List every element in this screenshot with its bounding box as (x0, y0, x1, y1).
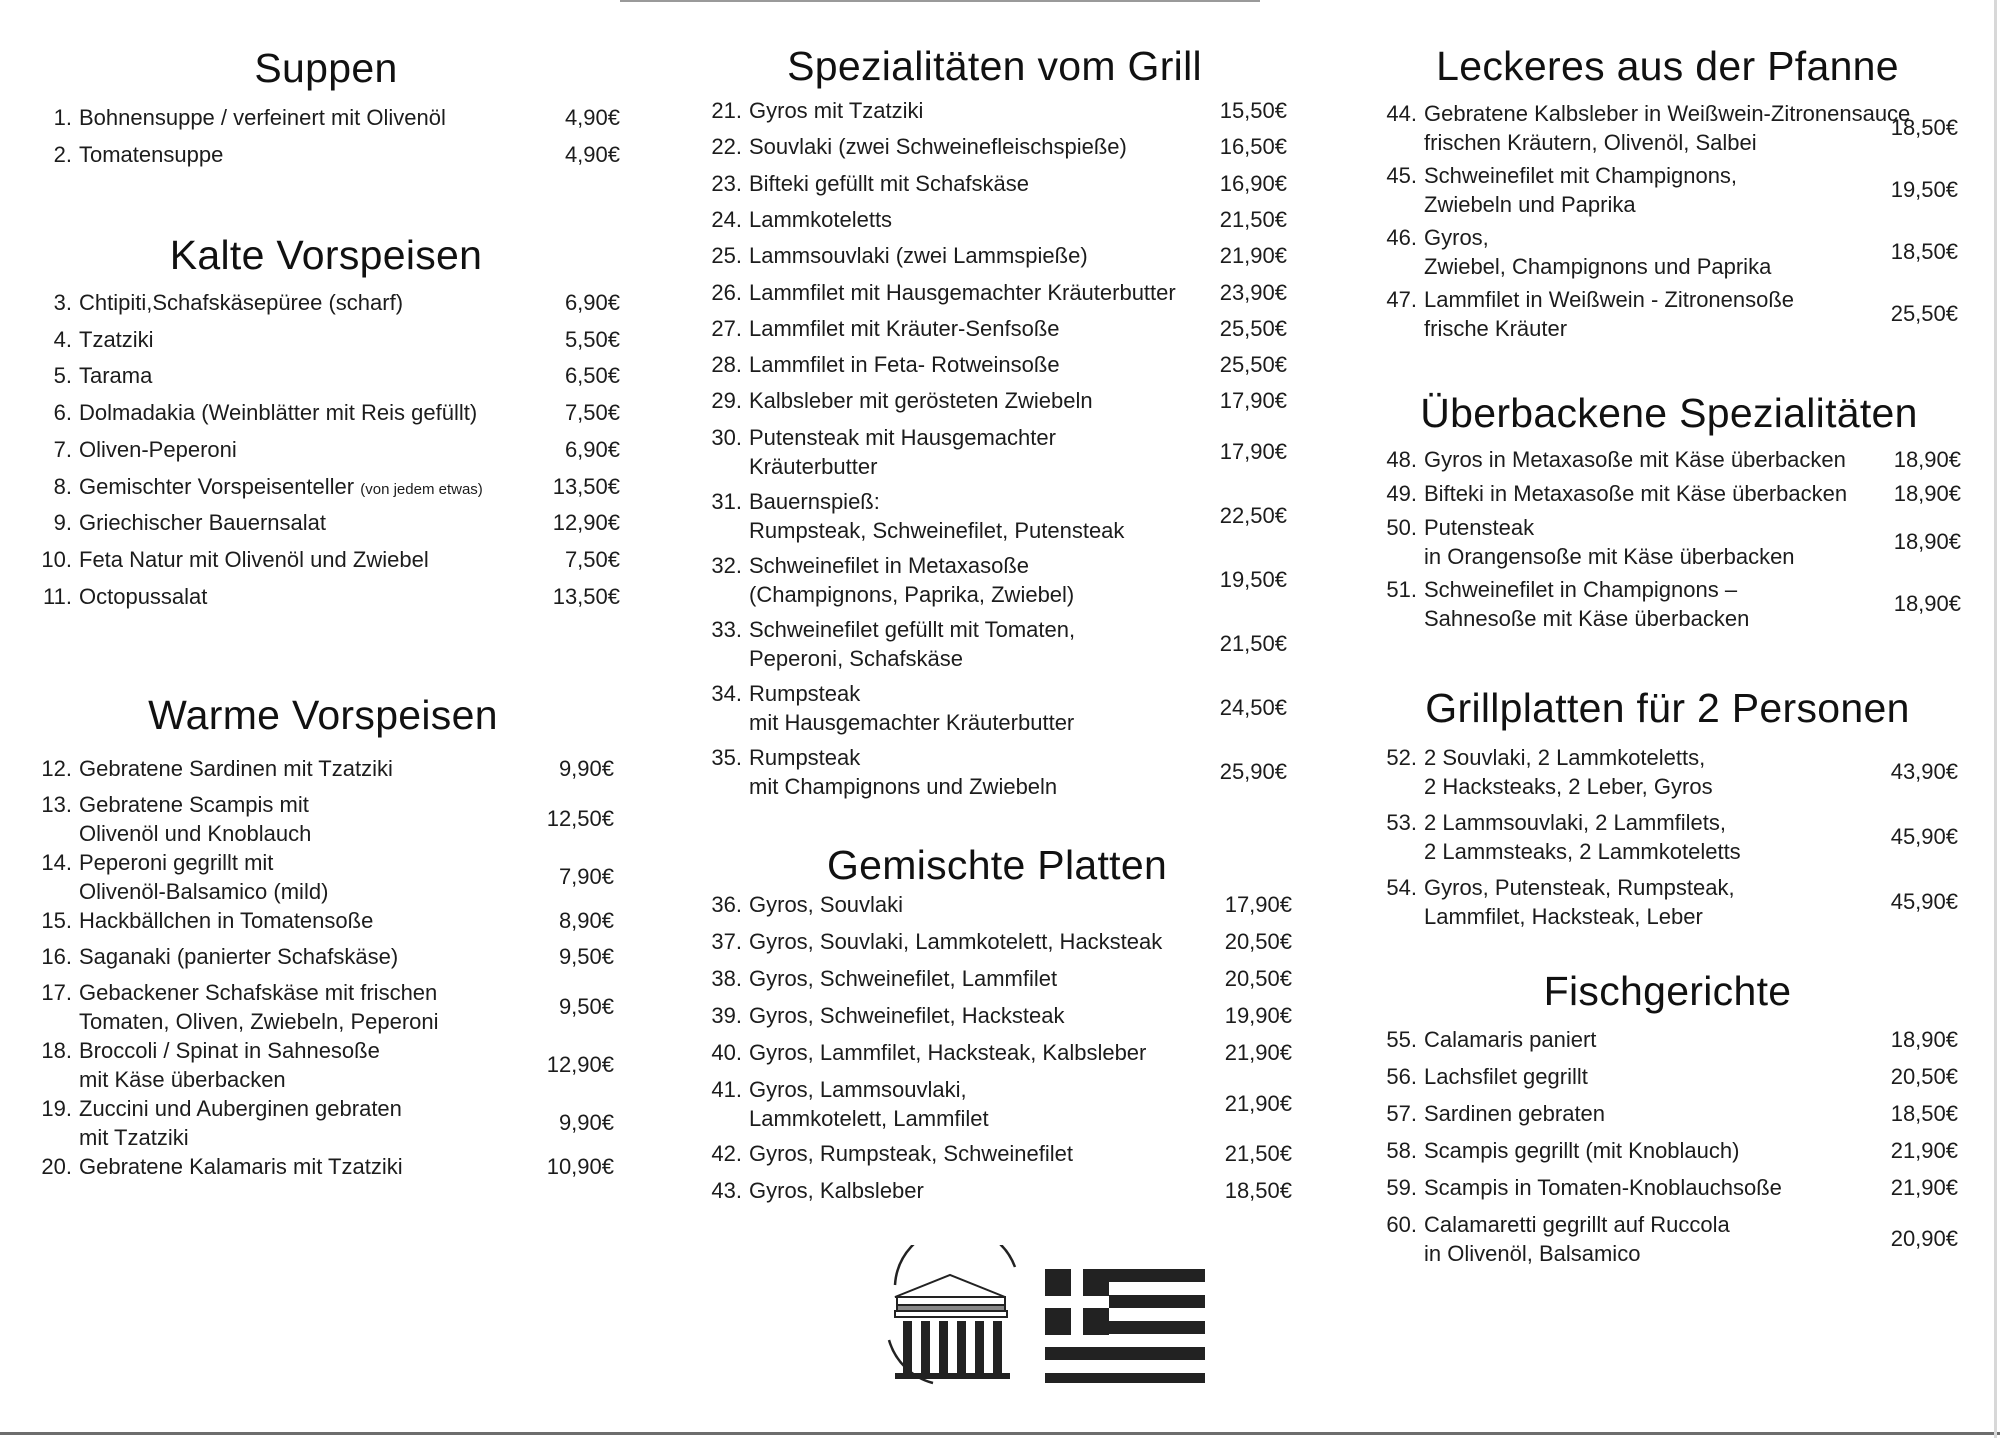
item-number: 33. (711, 616, 742, 642)
item-number: 1. (53, 105, 72, 130)
item-name-line2: 2 Lammsteaks, 2 Lammkoteletts (1424, 839, 1741, 864)
item-name (1424, 161, 1737, 219)
item-name-line1: Gyros, (1424, 225, 1489, 250)
item-name (749, 1001, 1064, 1030)
item-name-line1: Rumpsteak (749, 744, 861, 770)
item-number: 54. (1386, 875, 1417, 900)
item-number: 45. (1386, 163, 1417, 188)
item-price: 19,90€ (1224, 1003, 1292, 1028)
section-pfanne (1377, 43, 1958, 353)
item-name (1424, 479, 1847, 508)
item-price: 7,50€ (564, 546, 620, 572)
item-price: 6,90€ (564, 436, 620, 462)
item-name (79, 1036, 380, 1094)
item-name-line1: Gyros, Lammfilet, Hacksteak, Kalbsleber (749, 1040, 1147, 1065)
item-name (1424, 223, 1771, 281)
item-name-line1: Scampis in Tomaten-Knoblauchsoße (1424, 1175, 1782, 1200)
item-name (1424, 1099, 1605, 1128)
item-price: 10,90€ (546, 1154, 614, 1179)
item-number: 4. (53, 326, 72, 352)
item-price: 12,90€ (552, 510, 620, 536)
item-price: 15,50€ (1219, 98, 1287, 123)
item-name (749, 169, 1029, 198)
item-name (79, 435, 237, 464)
item-price: 5,50€ (564, 326, 620, 352)
item-number: 52. (1386, 745, 1417, 770)
item-name (1424, 873, 1735, 931)
item-name (1424, 808, 1741, 866)
item-name-line1: Schweinefilet in Metaxasoße (749, 552, 1030, 578)
item-name-line1: Feta Natur mit Olivenöl und Zwiebel (79, 546, 429, 572)
item-price: 9,50€ (558, 944, 614, 969)
item-price: 17,90€ (1219, 388, 1287, 414)
item-price: 21,90€ (1890, 1175, 1958, 1200)
item-name-line1: Gyros, Putensteak, Rumpsteak, (1424, 875, 1735, 900)
item-name-line1: Schweinefilet gefüllt mit Tomaten, (749, 616, 1076, 642)
item-name (749, 927, 1162, 956)
item-name-line2: in Orangensoße mit Käse überbacken (1424, 544, 1795, 569)
item-name (79, 140, 223, 169)
item-name-line1: Tarama (79, 363, 153, 389)
item-name (79, 103, 446, 132)
item-name (749, 386, 1093, 415)
item-price: 45,90€ (1890, 889, 1958, 914)
item-number: 39. (711, 1003, 742, 1028)
item-name (79, 1152, 403, 1181)
item-name (1424, 1062, 1588, 1091)
item-name (749, 743, 1057, 801)
item-name-line1: Gebratene Scampis mit (79, 792, 309, 817)
item-name-line2: frischen Kräutern, Olivenöl, Salbei (1424, 130, 1757, 155)
item-number: 22. (711, 134, 742, 160)
item-price: 16,50€ (1219, 134, 1287, 160)
item-price: 18,90€ (1890, 1027, 1958, 1052)
item-name-line1: Gemischter Vorspeisenteller (79, 473, 355, 499)
item-name (749, 964, 1057, 993)
item-price: 17,90€ (1219, 438, 1287, 464)
item-number: 46. (1386, 225, 1417, 250)
item-number: 43. (711, 1178, 742, 1203)
item-name-line2: Zwiebeln und Paprika (1424, 192, 1636, 217)
item-number: 10. (41, 546, 72, 572)
item-price: 21,90€ (1890, 1138, 1958, 1163)
item-name-line2: frische Kräuter (1424, 316, 1568, 341)
item-name-line1: Oliven-Peperoni (79, 436, 237, 462)
item-price: 12,50€ (546, 806, 614, 831)
item-number: 56. (1386, 1064, 1417, 1089)
item-name-line1: Saganaki (panierter Schafskäse) (79, 944, 399, 969)
item-name-line2: mit Käse überbacken (79, 1067, 286, 1092)
section-ueberbacken (1377, 390, 1961, 650)
item-name (1424, 1136, 1739, 1165)
section-title: Gemischte Platten (826, 842, 1168, 888)
item-number: 17. (41, 980, 72, 1005)
item-name (79, 508, 326, 537)
item-name-line1: Lammfilet mit Kräuter-Senfsoße (749, 315, 1060, 341)
item-price: 20,50€ (1224, 966, 1292, 991)
item-number: 8. (53, 473, 72, 499)
right-edge-line (1994, 0, 1997, 1438)
item-name-line2: Peperoni, Schafskäse (749, 645, 964, 671)
item-name-line1: Gyros mit Tzatziki (749, 98, 924, 123)
section-grillplatten (1377, 685, 1958, 935)
item-name-line2: 2 Hacksteaks, 2 Leber, Gyros (1424, 774, 1713, 799)
item-name-line2: in Olivenöl, Balsamico (1424, 1241, 1641, 1266)
item-name-line1: Octopussalat (79, 583, 208, 609)
item-name (79, 582, 207, 611)
item-number: 25. (711, 243, 742, 269)
item-number: 15. (41, 908, 72, 933)
item-name-line1: Scampis gegrillt (mit Knoblauch) (1424, 1138, 1740, 1163)
item-name-line2: Tomaten, Oliven, Zwiebeln, Peperoni (79, 1009, 439, 1034)
item-name-line1: Chtipiti,Schafskäsepüree (scharf) (79, 290, 404, 315)
item-name (1424, 513, 1795, 571)
item-name-line1: Schweinefilet mit Champignons, (1424, 163, 1738, 188)
item-name (749, 487, 1124, 545)
item-name-line1: Dolmadakia (Weinblätter mit Reis gefüllt) (79, 400, 478, 426)
item-name-line1: Rumpsteak (749, 680, 861, 706)
item-name (79, 1094, 402, 1152)
item-name-line1: Lammsouvlaki (zwei Lammspieße) (749, 243, 1088, 269)
item-price: 18,50€ (1224, 1178, 1292, 1203)
item-name-line1: Bifteki in Metaxasoße mit Käse überbacken (1424, 481, 1848, 506)
item-name-line1: Gebratene Sardinen mit Tzatziki (79, 756, 393, 781)
item-number: 60. (1386, 1212, 1417, 1237)
item-name (749, 1038, 1146, 1067)
item-name (749, 615, 1075, 673)
item-name-line2: mit Champignons und Zwiebeln (749, 773, 1058, 799)
item-name-line1: Putensteak (1424, 515, 1535, 540)
item-name (1424, 1025, 1596, 1054)
item-name-line1: Gebratene Kalbsleber in Weißwein-Zitronensauce (1424, 101, 1911, 126)
item-name (749, 1075, 989, 1133)
item-name-line1: Hackbällchen in Tomatensoße (79, 908, 374, 933)
item-name-line1: Gyros in Metaxasoße mit Käse überbacken (1424, 447, 1846, 472)
item-name-line1: Gyros, Schweinefilet, Lammfilet (749, 966, 1058, 991)
item-name-line1: Gyros, Kalbsleber (749, 1178, 924, 1203)
item-name-line1: Calamaris paniert (1424, 1027, 1597, 1052)
item-name-line1: Gyros, Schweinefilet, Hacksteak (749, 1003, 1065, 1028)
item-number: 37. (711, 929, 742, 954)
item-number: 41. (711, 1077, 742, 1102)
item-name-line1: Gyros, Lammsouvlaki, (749, 1077, 967, 1102)
item-name (1424, 1210, 1730, 1268)
item-price: 12,90€ (546, 1052, 614, 1077)
item-name-line1: Calamaretti gegrillt auf Ruccola (1424, 1212, 1730, 1237)
item-price: 20,90€ (1890, 1226, 1958, 1251)
item-price: 6,90€ (564, 290, 620, 315)
item-price: 4,90€ (564, 105, 620, 130)
item-name-line1: Kalbsleber mit gerösteten Zwiebeln (749, 388, 1093, 414)
section-title: Kalte Vorspeisen (169, 232, 483, 278)
item-name (1424, 1173, 1782, 1202)
item-number: 30. (711, 424, 742, 450)
item-number: 2. (53, 142, 72, 167)
item-price: 18,90€ (1893, 481, 1961, 506)
item-number: 6. (53, 400, 72, 426)
item-price: 24,50€ (1219, 694, 1287, 720)
item-number: 34. (711, 680, 742, 706)
item-number: 21. (711, 98, 742, 123)
item-name (749, 890, 903, 919)
item-number: 14. (41, 850, 72, 875)
section-title: Überbackene Spezialitäten (1420, 390, 1918, 436)
item-number: 59. (1386, 1175, 1417, 1200)
item-price: 9,50€ (558, 994, 614, 1019)
item-price: 21,50€ (1219, 630, 1287, 656)
item-price: 19,50€ (1890, 177, 1958, 202)
section-title: Leckeres aus der Pfanne (1436, 43, 1899, 89)
item-price: 18,90€ (1893, 529, 1961, 554)
item-number: 40. (711, 1040, 742, 1065)
item-name (79, 361, 152, 390)
item-price: 43,90€ (1890, 759, 1958, 784)
section-warme-vorspeisen (32, 692, 614, 1252)
item-price: 9,90€ (558, 1110, 614, 1135)
item-price: 18,90€ (1893, 447, 1961, 472)
item-price: 22,50€ (1219, 502, 1287, 528)
item-name (79, 754, 393, 783)
item-name (749, 205, 892, 234)
item-name-line1: Souvlaki (zwei Schweinefleischspieße) (749, 134, 1127, 160)
item-name (749, 1139, 1073, 1168)
item-name (749, 551, 1074, 609)
item-note: (von jedem etwas) (360, 480, 483, 498)
item-price: 8,90€ (558, 908, 614, 933)
section-fischgerichte (1377, 968, 1958, 1268)
item-name-line1: Gyros, Rumpsteak, Schweinefilet (749, 1141, 1074, 1166)
item-price: 18,50€ (1890, 1101, 1958, 1126)
item-number: 29. (711, 388, 742, 414)
item-number: 18. (41, 1038, 72, 1063)
item-name (79, 848, 328, 906)
item-number: 55. (1386, 1027, 1417, 1052)
item-name-line1: Lammfilet in Weißwein - Zitronensoße (1424, 287, 1795, 312)
item-name-line2: Zwiebel, Champignons und Paprika (1424, 254, 1772, 279)
item-number: 51. (1386, 577, 1417, 602)
item-name (749, 132, 1127, 161)
item-name (749, 96, 923, 125)
item-name (79, 978, 439, 1036)
item-number: 23. (711, 170, 742, 196)
item-name-line2: (Champignons, Paprika, Zwiebel) (749, 581, 1075, 607)
item-name-line2: Lammfilet, Hacksteak, Leber (1424, 904, 1703, 929)
item-name-line1: Bohnensuppe / verfeinert mit Olivenöl (79, 105, 446, 130)
item-name-line1: Bifteki gefüllt mit Schafskäse (749, 170, 1030, 196)
item-number: 44. (1386, 101, 1417, 126)
item-name-line2: mit Tzatziki (79, 1125, 189, 1150)
item-number: 28. (711, 352, 742, 378)
item-price: 23,90€ (1219, 279, 1287, 305)
item-price: 21,90€ (1224, 1040, 1292, 1065)
item-name (749, 679, 1074, 737)
top-divider (620, 0, 1260, 2)
item-number: 13. (41, 792, 72, 817)
item-name (749, 314, 1060, 343)
item-name (79, 398, 477, 427)
section-kalte-vorspeisen (32, 232, 620, 632)
item-number: 19. (41, 1096, 72, 1121)
item-name (1424, 99, 1910, 157)
section-title: Spezialitäten vom Grill (787, 43, 1202, 89)
item-name-line1: Tzatziki (79, 326, 154, 352)
item-name-line1: Schweinefilet in Champignons – (1424, 577, 1738, 602)
item-number: 47. (1386, 287, 1417, 312)
item-name (79, 790, 311, 848)
item-price: 7,50€ (564, 400, 620, 426)
item-name-line1: Lammfilet mit Hausgemachter Kräuterbutter (749, 279, 1176, 305)
item-name (749, 241, 1088, 270)
item-name-line2: Lammkotelett, Lammfilet (749, 1106, 989, 1131)
item-price: 18,50€ (1890, 115, 1958, 140)
item-price: 7,90€ (558, 864, 614, 889)
item-price: 20,50€ (1224, 929, 1292, 954)
item-name-line2: Olivenöl und Knoblauch (79, 821, 312, 846)
item-name-line1: Lammfilet in Feta- Rotweinsoße (749, 352, 1060, 378)
item-number: 3. (53, 290, 72, 315)
item-price: 4,90€ (564, 142, 620, 167)
item-number: 58. (1386, 1138, 1417, 1163)
item-name-line1: Lammkoteletts (749, 206, 893, 232)
item-price: 17,90€ (1224, 892, 1292, 917)
item-price: 9,90€ (558, 756, 614, 781)
item-number: 11. (43, 583, 72, 609)
item-number: 31. (711, 488, 742, 514)
item-price: 25,90€ (1219, 758, 1287, 784)
item-price: 16,90€ (1219, 170, 1287, 196)
item-name-line1: Gyros, Souvlaki, Lammkotelett, Hacksteak (749, 929, 1163, 954)
item-name (79, 906, 373, 935)
item-name-line2: Kräuterbutter (749, 453, 878, 479)
item-price: 21,50€ (1219, 206, 1287, 232)
item-price: 19,50€ (1219, 566, 1287, 592)
item-number: 16. (41, 944, 72, 969)
item-number: 42. (711, 1141, 742, 1166)
section-title: Suppen (254, 45, 398, 91)
item-price: 20,50€ (1890, 1064, 1958, 1089)
item-name-line1: Peperoni gegrillt mit (79, 850, 274, 875)
item-name-line1: Bauernspieß: (749, 488, 880, 514)
item-name (1424, 445, 1846, 474)
item-name-line1: 2 Souvlaki, 2 Lammkoteletts, (1424, 745, 1706, 770)
item-name-line1: Gyros, Souvlaki (749, 892, 904, 917)
item-price: 21,90€ (1219, 243, 1287, 269)
item-name (749, 423, 1056, 481)
item-price: 13,50€ (552, 583, 620, 609)
item-number: 32. (711, 552, 742, 578)
item-number: 24. (711, 206, 742, 232)
item-name-line1: 2 Lammsouvlaki, 2 Lammfilets, (1424, 810, 1726, 835)
item-number: 57. (1386, 1101, 1417, 1126)
item-number: 12. (41, 756, 72, 781)
section-title: Warme Vorspeisen (148, 692, 498, 738)
item-number: 9. (53, 510, 72, 536)
item-name-line1: Gebratene Kalamaris mit Tzatziki (79, 1154, 403, 1179)
item-name-line2: mit Hausgemachter Kräuterbutter (749, 709, 1075, 735)
item-number: 20. (41, 1154, 72, 1179)
item-number: 48. (1386, 447, 1417, 472)
item-name (1424, 285, 1794, 343)
section-title: Fischgerichte (1543, 968, 1792, 1014)
item-name-line1: Tomatensuppe (79, 142, 224, 167)
section-grill (702, 43, 1287, 803)
item-name-line1: Broccoli / Spinat in Sahnesoße (79, 1038, 380, 1063)
section-suppen (32, 45, 620, 185)
section-title: Grillplatten für 2 Personen (1425, 685, 1910, 731)
item-price: 25,50€ (1219, 315, 1287, 341)
item-price: 25,50€ (1890, 301, 1958, 326)
item-price: 6,50€ (564, 363, 620, 389)
item-number: 49. (1386, 481, 1417, 506)
item-name (79, 545, 429, 574)
item-number: 5. (53, 363, 72, 389)
item-number: 35. (711, 744, 742, 770)
item-name (1424, 575, 1749, 633)
item-price: 18,50€ (1890, 239, 1958, 264)
item-price: 25,50€ (1219, 352, 1287, 378)
item-price: 18,90€ (1893, 591, 1961, 616)
item-name-line2: Sahnesoße mit Käse überbacken (1424, 606, 1750, 631)
item-name-line1: Putensteak mit Hausgemachter (749, 424, 1056, 450)
item-name (79, 942, 398, 971)
item-name (79, 472, 483, 504)
item-number: 26. (711, 279, 742, 305)
item-price: 13,50€ (552, 473, 620, 499)
item-name-line1: Zuccini und Auberginen gebraten (79, 1096, 402, 1121)
item-name (749, 350, 1060, 379)
item-name-line1: Gebackener Schafskäse mit frischen (79, 980, 438, 1005)
item-name-line2: Olivenöl-Balsamico (mild) (79, 879, 329, 904)
item-price: 21,90€ (1224, 1091, 1292, 1116)
bottom-edge-line (0, 1432, 2000, 1435)
item-number: 36. (711, 892, 742, 917)
section-gemischte-platten (702, 842, 1292, 1222)
item-name (749, 278, 1176, 307)
item-price: 45,90€ (1890, 824, 1958, 849)
item-name-line2: Rumpsteak, Schweinefilet, Putensteak (749, 517, 1125, 543)
item-name (749, 1176, 924, 1205)
item-number: 53. (1386, 810, 1417, 835)
item-number: 7. (53, 436, 72, 462)
item-number: 27. (711, 315, 742, 341)
item-name-line1: Sardinen gebraten (1424, 1101, 1606, 1126)
item-name (79, 325, 154, 354)
item-number: 38. (711, 966, 742, 991)
item-name (79, 288, 403, 317)
item-name-line1: Lachsfilet gegrillt (1424, 1064, 1588, 1089)
greek-temple-flag-icon (875, 1245, 1210, 1385)
item-name-line1: Griechischer Bauernsalat (79, 510, 327, 536)
item-number: 50. (1386, 515, 1417, 540)
item-price: 21,50€ (1224, 1141, 1292, 1166)
item-name (1424, 743, 1713, 801)
